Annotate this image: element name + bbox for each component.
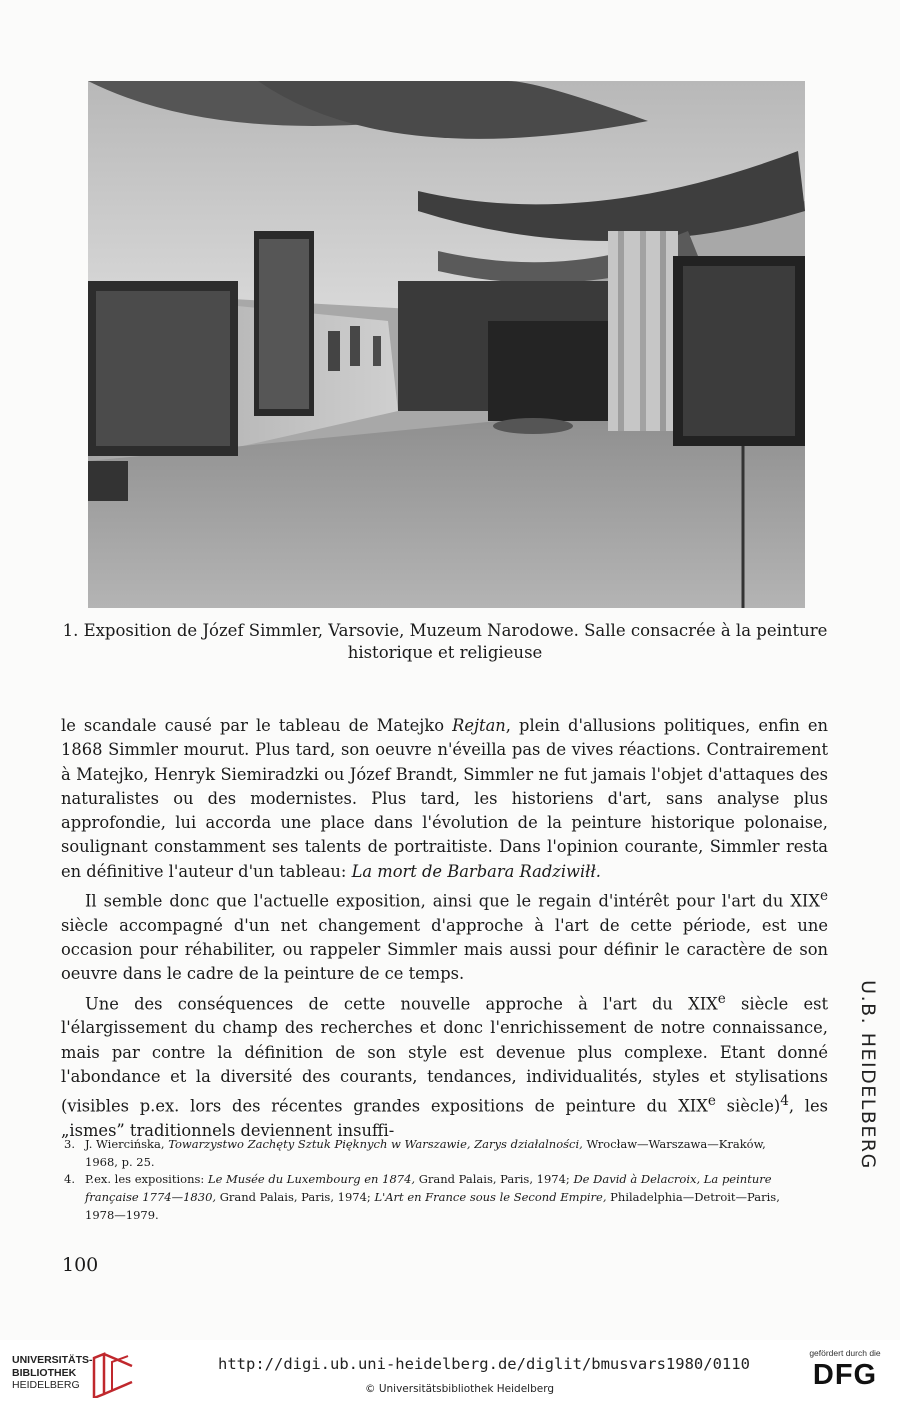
caption-line-2: historique et religieuse <box>347 643 543 662</box>
body-text <box>61 714 828 1143</box>
paragraph-2: Il semble donc que l'actuelle exposition, ainsi que le regain d'intérêt pour l'art du XIXe siècle accompagné d'un net changement d'approche à l'art de cette période, est une occasion pour réhabiliter, ou rappeler Simmler mais aussi pour définir le caractère de son oeuvre dans le cadre de la peinture de ce temps. <box>61 888 828 984</box>
footer-bar <box>0 1340 900 1405</box>
figure-caption <box>60 620 830 664</box>
paragraph-1: le scandale causé par le tableau de Matejko Rejtan, plein d'allusions politiques, enfin en 1868 Simmler mourut. Plus tard, son oeuvre n'éveilla pas de vives réactions. Contrairement à Matejko, Henryk Siemiradzki ou Józef Brandt, Simmler ne fut jamais l'objet d'attaques des naturalistes ou des modernistes. Plus tard, les historiens d'art, sans analyse plus approfondie, lui accorda une place dans l'évolution de la peinture historique polonaise, soulignant constamment ses talents de portraitiste. Dans l'opinion courante, Simmler resta en définitive l'auteur d'un tableau: La mort de Barbara Radziwiłł. <box>61 716 828 881</box>
page-number: 100 <box>62 1254 99 1276</box>
library-stamp: U.B. HEIDELBERG <box>857 980 879 1170</box>
caption-line-1: 1. Exposition de Józef Simmler, Varsovie, Muzeum Narodowe. Salle consacrée à la peinture <box>62 621 828 640</box>
dfg-funding-logo[interactable]: gefördert durch die DFG <box>809 1348 881 1391</box>
footnote-4: 4. P.ex. les expositions: Le Musée du Luxembourg en 1874, Grand Palais, Paris, 1974; De David à Delacroix, La peinture française 1774—1830, Grand Palais, Paris, 1974; L'Art en France sous le Second Empire, Philadelphia—Detroit—Paris, 1978—1979. <box>64 1172 780 1222</box>
permalink-url[interactable]: http://digi.ub.uni-heidelberg.de/diglit/bmusvars1980/0110 <box>218 1355 750 1373</box>
exhibition-photograph <box>88 81 805 608</box>
library-mark-icon <box>92 1352 136 1398</box>
university-library-logo[interactable]: UNIVERSITÄTS- BIBLIOTHEK HEIDELBERG <box>12 1352 142 1398</box>
footnote-3: 3. J. Wiercińska, Towarzystwo Zachęty Sztuk Pięknych w Warszawie, Zarys działalności, Wrocław—Warszawa—Kraków, 1968, p. 25. <box>64 1137 766 1169</box>
paragraph-3: Une des conséquences de cette nouvelle approche à l'art du XIXe siècle est l'élargissement du champ des recherches et donc l'enrichissement de notre connaissance, mais par contre la définition de son style est devenue plus complexe. Etant donné l'abondance et la diversité des courants, tendances, individualités, styles et stylisations (visibles p.ex. lors des récentes grandes expositions de peinture du XIXe siècle)$^4$, les „ismes” traditionnels deviennent insuffi- <box>61 990 828 1141</box>
copyright-notice: © Universitätsbibliothek Heidelberg <box>365 1383 555 1395</box>
